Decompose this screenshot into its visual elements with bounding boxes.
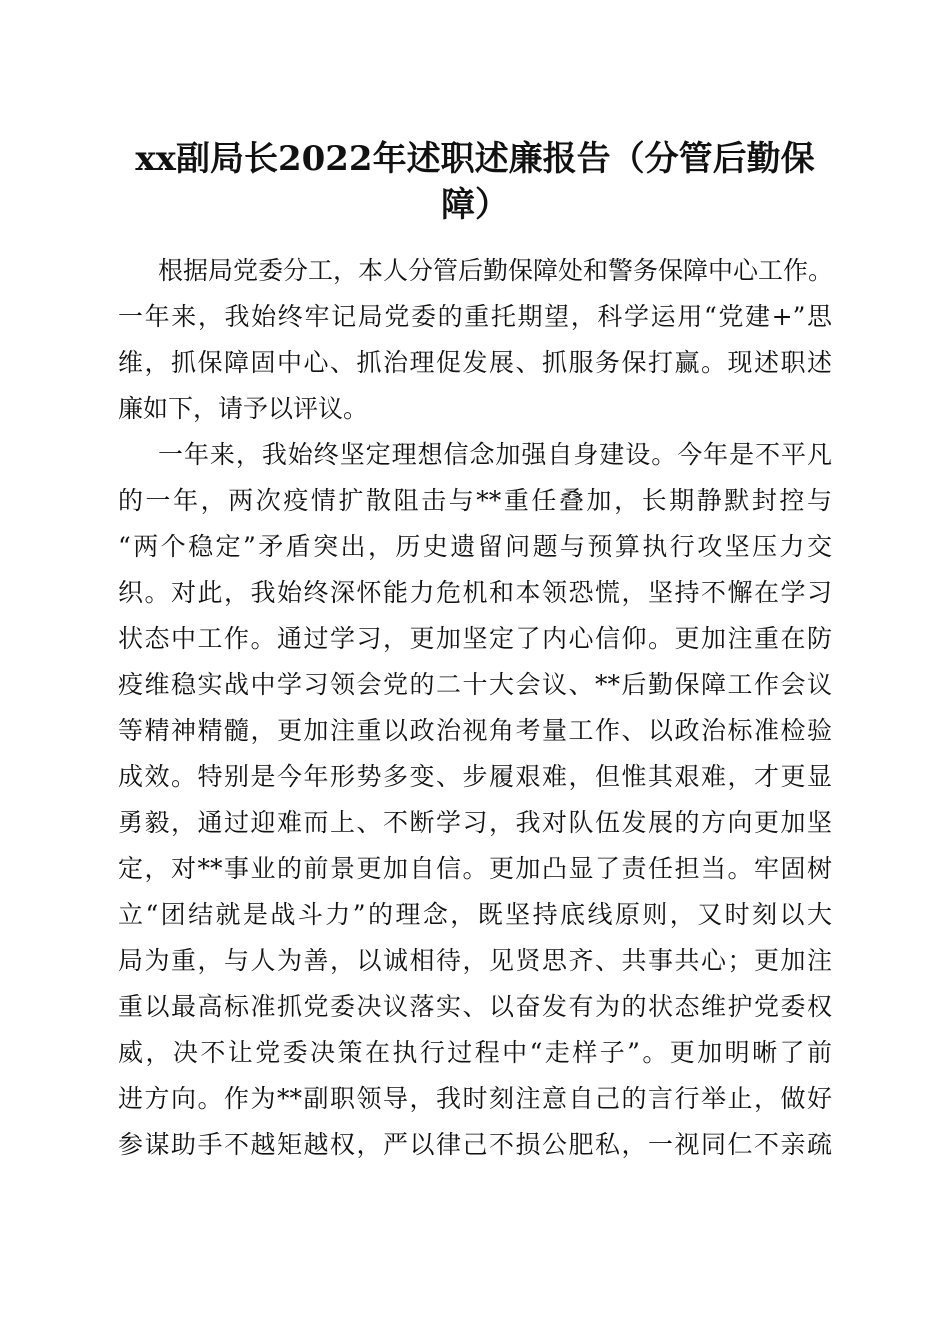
text-line: “两个稳定”矛盾突出，历史遗留问题与预算执行攻坚压力交	[118, 532, 832, 561]
text-line: 成效。特别是今年形势多变、步履艰难，但惟其艰难，才更显	[118, 762, 832, 791]
text-line: 根据局党委分工，本人分管后勤保障处和警务保障中心工作。	[158, 256, 834, 285]
text-line: 进方向。作为**副职领导，我时刻注意自己的言行举止，做好	[118, 1084, 832, 1113]
text-line: 威，决不让党委决策在执行过程中“走样子”。更加明晰了前	[118, 1038, 832, 1067]
text-line: 等精神精髓，更加注重以政治视角考量工作、以政治标准检验	[118, 716, 832, 745]
text-line: 维，抓保障固中心、抓治理促发展、抓服务保打赢。现述职述	[118, 348, 832, 377]
text-line: 参谋助手不越矩越权，严以律己不损公肥私，一视同仁不亲疏	[118, 1130, 832, 1159]
text-line: 定，对**事业的前景更加自信。更加凸显了责任担当。牢固树	[118, 854, 832, 883]
text-line: 疫维稳实战中学习领会党的二十大会议、**后勤保障工作会议	[118, 670, 832, 699]
text-line: 立“团结就是战斗力”的理念，既坚持底线原则，又时刻以大	[118, 900, 832, 929]
document-body	[118, 248, 832, 1168]
text-line: 廉如下，请予以评议。	[118, 394, 369, 423]
paragraph-1	[118, 248, 832, 432]
text-line: 织。对此，我始终深怀能力危机和本领恐慌，坚持不懈在学习	[118, 578, 832, 607]
text-line: 重以最高标准抓党委决议落实、以奋发有为的状态维护党委权	[118, 992, 832, 1021]
paragraph-2	[118, 432, 832, 1168]
text-line: 的一年，两次疫情扩散阻击与**重任叠加，长期静默封控与	[118, 486, 832, 515]
text-line: 勇毅，通过迎难而上、不断学习，我对队伍发展的方向更加坚	[118, 808, 832, 837]
text-line: 一年来，我始终坚定理想信念加强自身建设。今年是不平凡	[158, 440, 832, 469]
title-line-2: 障）	[441, 185, 509, 225]
title-line-1: xx副局长2022年述职述廉报告（分管后勤保	[135, 139, 815, 179]
text-line: 局为重，与人为善，以诚相待，见贤思齐、共事共心；更加注	[118, 946, 832, 975]
document-title	[118, 136, 832, 228]
text-line: 状态中工作。通过学习，更加坚定了内心信仰。更加注重在防	[118, 624, 832, 653]
text-line: 一年来，我始终牢记局党委的重托期望，科学运用“党建+”思	[118, 302, 832, 331]
